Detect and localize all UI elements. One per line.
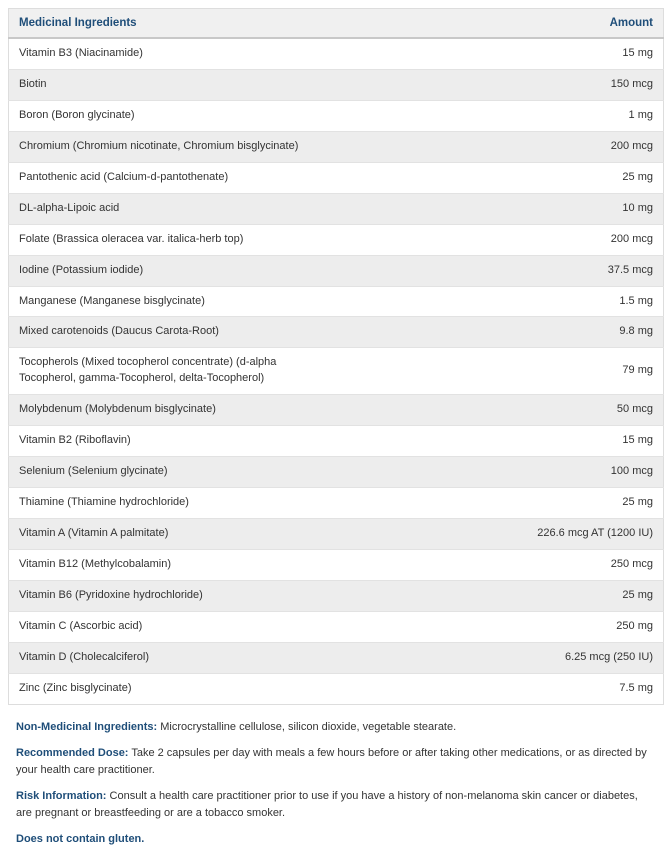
ingredient-amount: 200 mcg: [336, 131, 664, 162]
table-row: [9, 549, 664, 580]
ingredient-name: Manganese (Manganese bisglycinate): [9, 286, 337, 317]
risk-information-note: [16, 788, 656, 821]
gluten-free-note: Does not contain gluten.: [16, 833, 145, 846]
ingredient-amount: 15 mg: [336, 426, 664, 457]
notes-section: [8, 705, 664, 858]
ingredient-amount: 226.6 mcg AT (1200 IU): [336, 519, 664, 550]
ingredient-amount: 15 mg: [336, 38, 664, 69]
ingredient-name: Vitamin B2 (Riboflavin): [9, 426, 337, 457]
ingredient-name: Molybdenum (Molybdenum bisglycinate): [9, 395, 337, 426]
table-row: [9, 580, 664, 611]
ingredient-name: Vitamin B3 (Niacinamide): [9, 38, 337, 69]
table-row: [9, 131, 664, 162]
ingredient-amount: 10 mg: [336, 193, 664, 224]
ingredient-amount: 37.5 mcg: [336, 255, 664, 286]
ingredient-name: Vitamin B12 (Methylcobalamin): [9, 549, 337, 580]
ingredient-amount: 250 mcg: [336, 549, 664, 580]
ingredient-name: Tocopherols (Mixed tocopherol concentrate) (d-alpha Tocopherol, gamma-Tocopherol, delta-Tocopherol): [9, 348, 337, 395]
ingredient-amount: 7.5 mg: [336, 673, 664, 704]
table-row: [9, 162, 664, 193]
ingredient-amount: 25 mg: [336, 580, 664, 611]
ingredient-name: Boron (Boron glycinate): [9, 100, 337, 131]
ingredient-amount: 25 mg: [336, 488, 664, 519]
table-row: [9, 286, 664, 317]
non-medicinal-ingredients-note: [16, 719, 656, 736]
table-header: [9, 9, 664, 39]
ingredient-amount: 50 mcg: [336, 395, 664, 426]
ingredient-amount: 25 mg: [336, 162, 664, 193]
ingredient-amount: 100 mcg: [336, 457, 664, 488]
ingredient-name: Iodine (Potassium iodide): [9, 255, 337, 286]
table-row: [9, 224, 664, 255]
recommended-dose-text: Take 2 capsules per day with meals a few hours before or after taking other medications, or as directed by your health care practitioner.: [16, 747, 647, 776]
column-header-ingredient: Medicinal Ingredients: [9, 9, 337, 39]
medicinal-ingredients-table: [8, 8, 664, 705]
ingredient-amount: 79 mg: [336, 348, 664, 395]
ingredient-name: Vitamin A (Vitamin A palmitate): [9, 519, 337, 550]
ingredient-name: Mixed carotenoids (Daucus Carota-Root): [9, 317, 337, 348]
ingredient-name: Thiamine (Thiamine hydrochloride): [9, 488, 337, 519]
ingredient-amount: 200 mcg: [336, 224, 664, 255]
table-row: [9, 38, 664, 69]
non-medicinal-ingredients-text: Microcrystalline cellulose, silicon dioxide, vegetable stearate.: [157, 720, 457, 733]
table-row: [9, 611, 664, 642]
recommended-dose-label: Recommended Dose:: [16, 747, 129, 760]
table-row: [9, 673, 664, 704]
ingredient-amount: 9.8 mg: [336, 317, 664, 348]
ingredient-name: DL-alpha-Lipoic acid: [9, 193, 337, 224]
ingredient-amount: 1 mg: [336, 100, 664, 131]
ingredient-amount: 150 mcg: [336, 69, 664, 100]
table-body: [9, 38, 664, 704]
table-row: [9, 317, 664, 348]
table-row: [9, 255, 664, 286]
ingredient-name: Selenium (Selenium glycinate): [9, 457, 337, 488]
table-row: [9, 488, 664, 519]
ingredient-name: Chromium (Chromium nicotinate, Chromium bisglycinate): [9, 131, 337, 162]
table-row: [9, 426, 664, 457]
ingredient-name: Vitamin B6 (Pyridoxine hydrochloride): [9, 580, 337, 611]
ingredient-name: Biotin: [9, 69, 337, 100]
table-row: [9, 193, 664, 224]
table-row: [9, 348, 664, 395]
risk-information-text: Consult a health care practitioner prior to use if you have a history of non-melanoma skin cancer or diabetes, are pregnant or breastfeeding or are a tobacco smoker.: [16, 790, 638, 819]
table-row: [9, 519, 664, 550]
recommended-dose-note: [16, 745, 656, 778]
ingredient-name: Pantothenic acid (Calcium-d-pantothenate): [9, 162, 337, 193]
ingredient-name: Folate (Brassica oleracea var. italica-herb top): [9, 224, 337, 255]
non-medicinal-ingredients-label: Non-Medicinal Ingredients:: [16, 720, 158, 733]
ingredient-amount: 6.25 mcg (250 IU): [336, 642, 664, 673]
table-row: [9, 642, 664, 673]
table-row: [9, 457, 664, 488]
ingredient-name: Vitamin D (Cholecalciferol): [9, 642, 337, 673]
risk-information-label: Risk Information:: [16, 790, 107, 803]
ingredient-name: Vitamin C (Ascorbic acid): [9, 611, 337, 642]
ingredient-amount: 250 mg: [336, 611, 664, 642]
table-row: [9, 69, 664, 100]
table-row: [9, 395, 664, 426]
table-header-row: [9, 9, 664, 39]
table-row: [9, 100, 664, 131]
ingredient-amount: 1.5 mg: [336, 286, 664, 317]
column-header-amount: Amount: [336, 9, 664, 39]
ingredient-name: Zinc (Zinc bisglycinate): [9, 673, 337, 704]
